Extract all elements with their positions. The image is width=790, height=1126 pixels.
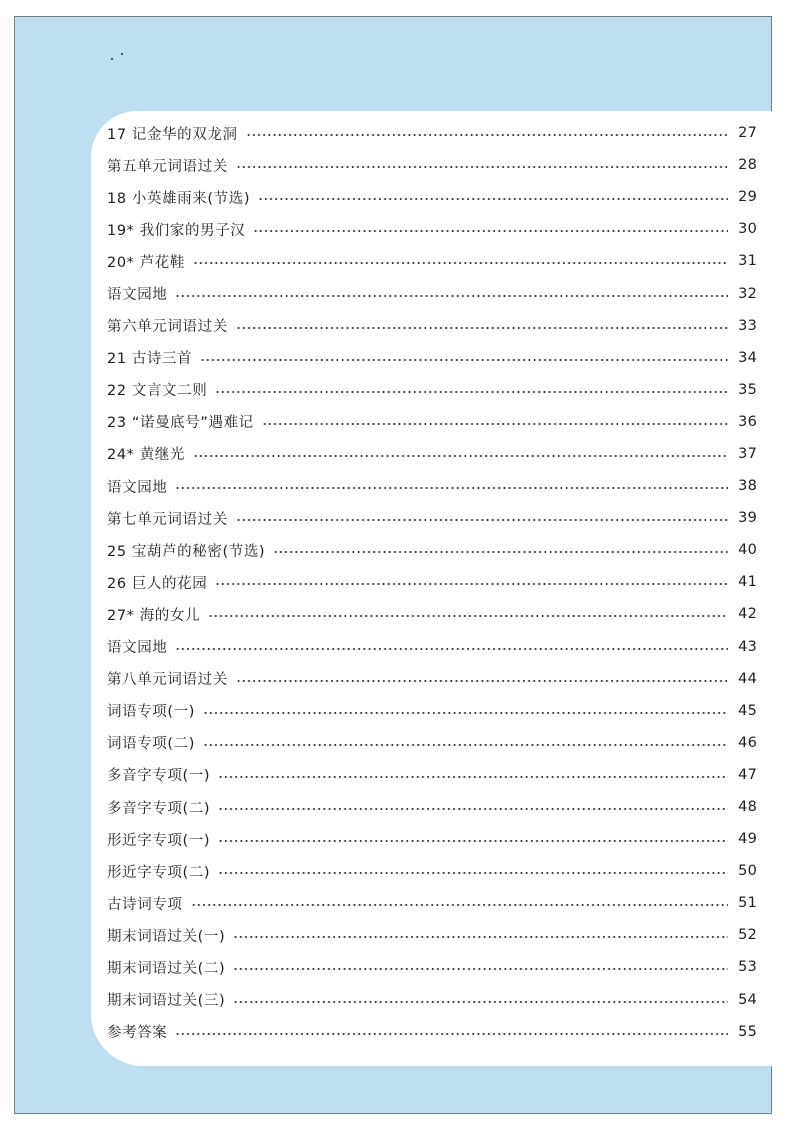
toc-entry[interactable] (107, 598, 757, 630)
toc-entry-page: 36 (738, 413, 757, 430)
toc-entry[interactable] (107, 727, 757, 759)
toc-entry[interactable] (107, 951, 757, 983)
toc-entry-title: 18 小英雄雨来(节选) (107, 190, 251, 207)
toc-entry-title: 第五单元词语过关 (107, 158, 228, 175)
toc-entry-title: 期末词语过关(二) (107, 960, 226, 977)
dot-leader (175, 487, 728, 489)
toc-entry-page: 35 (738, 381, 757, 398)
toc-entry[interactable] (107, 759, 757, 791)
dot-leader (218, 808, 728, 810)
toc-entry[interactable] (107, 1016, 757, 1048)
toc-entry-page: 29 (738, 189, 757, 206)
toc-entry-title: 形近字专项(一) (107, 832, 211, 849)
toc-entry-title: 参考答案 (107, 1025, 168, 1042)
toc-entry[interactable] (107, 791, 757, 823)
toc-entry[interactable] (107, 855, 757, 887)
toc-entry-title: 24* 黄继光 (107, 447, 186, 464)
toc-entry-title: 古诗词专项 (107, 896, 183, 913)
toc-entry-title: 22 文言文二则 (107, 383, 208, 400)
toc-entry[interactable] (107, 534, 757, 566)
toc-entry-page: 50 (738, 863, 757, 880)
dot-leader (191, 904, 729, 906)
toc-entry-title: 多音字专项(一) (107, 768, 211, 785)
dot-leader (193, 455, 728, 457)
toc-entry-title: 21 古诗三首 (107, 351, 193, 368)
toc-entry[interactable] (107, 342, 757, 374)
toc-entry-page: 27 (738, 125, 757, 142)
toc-entry-title: 词语专项(一) (107, 704, 196, 721)
toc-entry[interactable] (107, 245, 757, 277)
toc-entry-page: 38 (738, 478, 757, 495)
dot-leader (246, 134, 728, 136)
toc-entry-page: 52 (738, 927, 757, 944)
toc-entry-title: 多音字专项(二) (107, 800, 211, 817)
toc-entry[interactable] (107, 984, 757, 1016)
toc-entry[interactable] (107, 374, 757, 406)
toc-entry-title: 27* 海的女儿 (107, 607, 201, 624)
dot-leader (233, 936, 728, 938)
dot-leader (273, 551, 728, 553)
dot-leader (218, 840, 728, 842)
toc-entry-page: 43 (738, 638, 757, 655)
toc-entry-page: 47 (738, 766, 757, 783)
toc-entry[interactable] (107, 502, 757, 534)
dot-leader (175, 1033, 728, 1035)
dot-leader (236, 680, 728, 682)
dot-leader (233, 1001, 728, 1003)
dot-leader (193, 262, 728, 264)
toc-entry[interactable] (107, 310, 757, 342)
toc-entry-title: 19* 我们家的男子汉 (107, 222, 246, 239)
toc-entry-page: 49 (738, 831, 757, 848)
toc-entry[interactable] (107, 566, 757, 598)
toc-entry[interactable] (107, 470, 757, 502)
toc-entry[interactable] (107, 117, 757, 149)
toc-entry-page: 30 (738, 221, 757, 238)
dot-leader (233, 968, 728, 970)
toc-entry-page: 37 (738, 445, 757, 462)
toc-entry-page: 31 (738, 253, 757, 270)
toc-entry-title: 20* 芦花鞋 (107, 254, 186, 271)
toc-card (91, 111, 788, 1066)
dust-speck (111, 58, 113, 60)
toc-entry[interactable] (107, 181, 757, 213)
toc-entry-title: 形近字专项(二) (107, 864, 211, 881)
toc-entry-title: 第八单元词语过关 (107, 672, 228, 689)
toc-entry-page: 28 (738, 157, 757, 174)
toc-entry[interactable] (107, 695, 757, 727)
toc-entry[interactable] (107, 663, 757, 695)
toc-entry-page: 39 (738, 510, 757, 527)
toc-entry-title: 第七单元词语过关 (107, 511, 228, 528)
dot-leader (175, 295, 728, 297)
dot-leader (218, 776, 728, 778)
dot-leader (215, 391, 728, 393)
toc-entry-title: 期末词语过关(一) (107, 928, 226, 945)
dot-leader (258, 198, 728, 200)
dot-leader (215, 583, 728, 585)
toc-entry-page: 44 (738, 670, 757, 687)
toc-entry-title: 23 “诺曼底号”遇难记 (107, 415, 254, 432)
toc-entry-page: 33 (738, 317, 757, 334)
dot-leader (175, 648, 728, 650)
toc-entry-page: 48 (738, 799, 757, 816)
dot-leader (236, 519, 728, 521)
dot-leader (218, 872, 728, 874)
toc-entry-page: 51 (738, 895, 757, 912)
toc-entry-page: 32 (738, 285, 757, 302)
toc-entry-title: 语文园地 (107, 640, 168, 657)
toc-entry-page: 40 (738, 542, 757, 559)
toc-entry[interactable] (107, 438, 757, 470)
toc-entry-page: 54 (738, 991, 757, 1008)
toc-entry[interactable] (107, 823, 757, 855)
toc-entry-page: 46 (738, 734, 757, 751)
toc-entry-title: 17 记金华的双龙洞 (107, 126, 238, 143)
toc-entry[interactable] (107, 919, 757, 951)
dot-leader (253, 230, 728, 232)
dot-leader (200, 359, 728, 361)
toc-entry-page: 53 (738, 959, 757, 976)
toc-entry-title: 26 巨人的花园 (107, 575, 208, 592)
dot-leader (203, 744, 728, 746)
dot-leader (236, 166, 728, 168)
toc-entry-page: 55 (738, 1023, 757, 1040)
toc-entry-page: 34 (738, 349, 757, 366)
toc-entry-title: 语文园地 (107, 479, 168, 496)
toc-entry[interactable] (107, 277, 757, 309)
toc-entry[interactable] (107, 887, 757, 919)
toc-entry[interactable] (107, 149, 757, 181)
toc-entry[interactable] (107, 213, 757, 245)
toc-entry[interactable] (107, 631, 757, 663)
page-frame (14, 16, 772, 1114)
toc-entry-page: 42 (738, 606, 757, 623)
toc-entry-title: 第六单元词语过关 (107, 319, 228, 336)
toc-entry-title: 语文园地 (107, 287, 168, 304)
dot-leader (203, 712, 728, 714)
toc-entry-title: 词语专项(二) (107, 736, 196, 753)
dot-leader (208, 615, 728, 617)
dot-leader (236, 327, 728, 329)
toc-entry[interactable] (107, 406, 757, 438)
toc-entry-page: 45 (738, 702, 757, 719)
toc-entry-page: 41 (738, 574, 757, 591)
dust-speck (121, 53, 123, 55)
dot-leader (262, 423, 728, 425)
toc-list (107, 117, 757, 1048)
toc-entry-title: 期末词语过关(三) (107, 993, 226, 1010)
toc-entry-title: 25 宝葫芦的秘密(节选) (107, 543, 266, 560)
